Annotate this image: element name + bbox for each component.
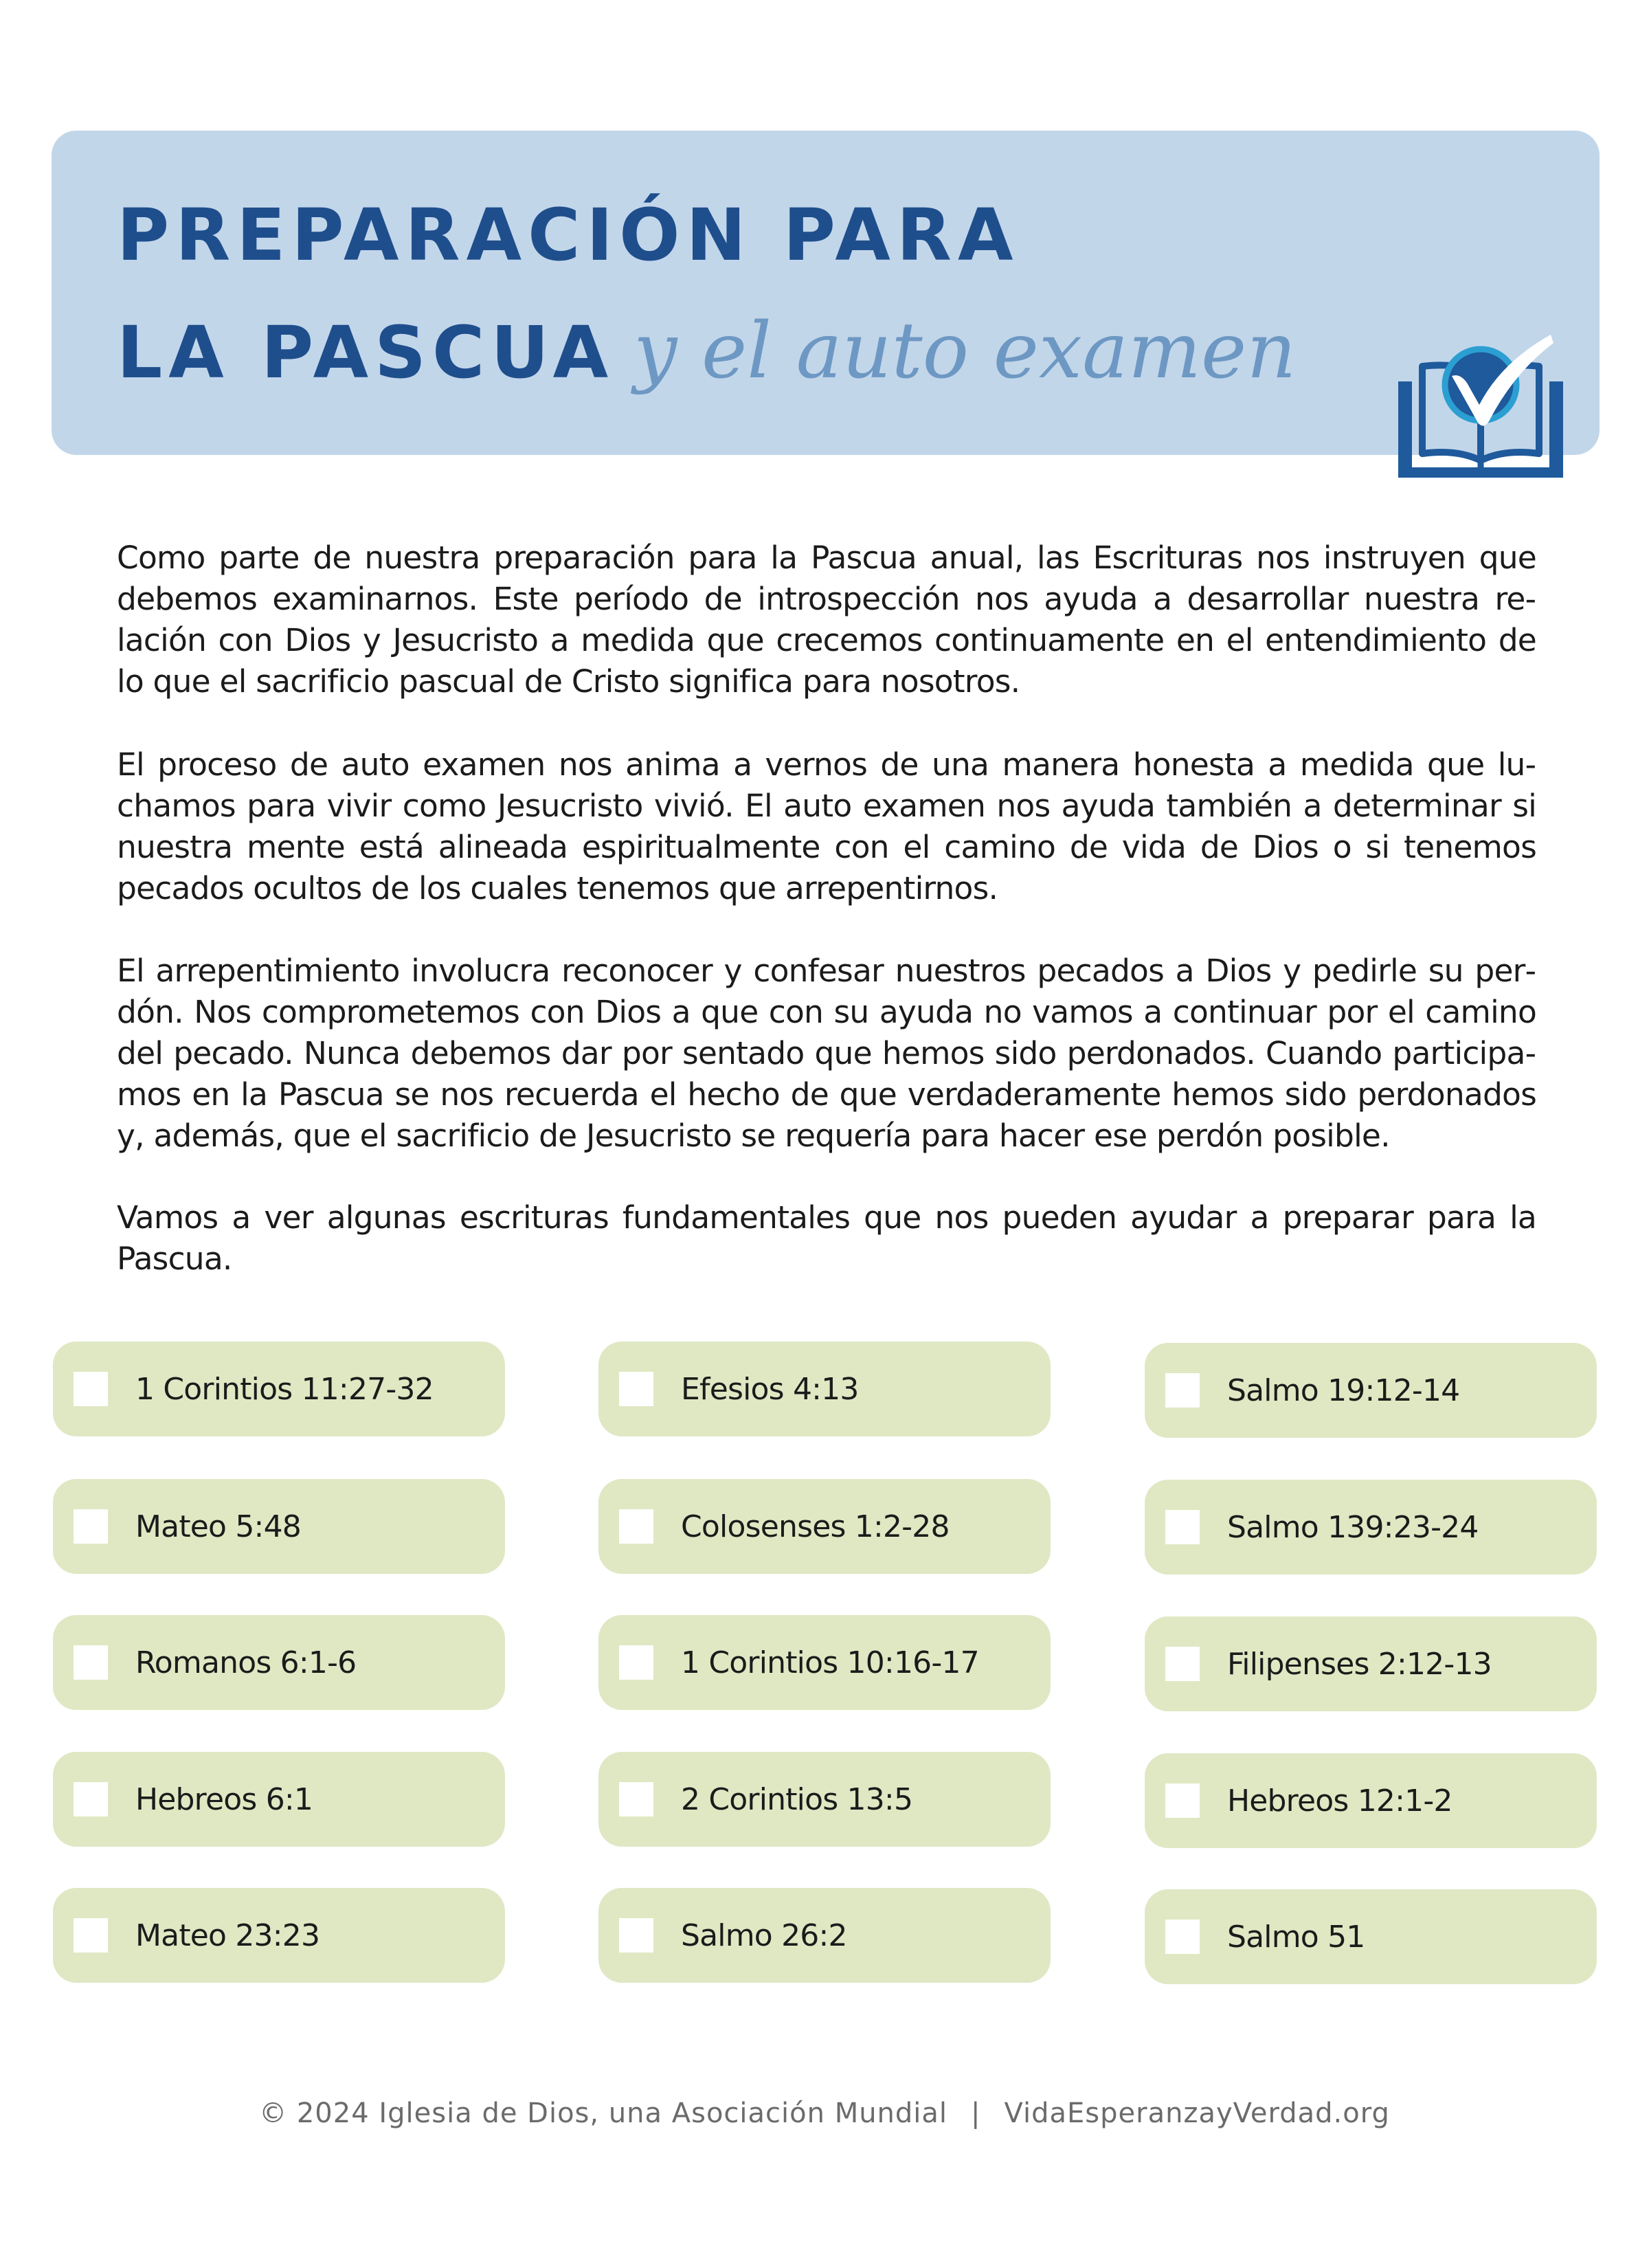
checkbox[interactable] [1165, 1373, 1200, 1408]
scripture-reference: Hebreos 6:1 [135, 1781, 313, 1817]
scriptures-intro-paragraph: Vamos a ver algunas escrituras fundamentales que nos pueden ayudar a preparar para la Pascua. [117, 1199, 1536, 1277]
scripture-reference: 1 Corintios 10:16-17 [681, 1645, 979, 1680]
scripture-reference: Mateo 23:23 [135, 1917, 320, 1953]
checkbox[interactable] [1165, 1783, 1200, 1818]
checklist-item[interactable] [1145, 1753, 1597, 1848]
checklist-item[interactable] [598, 1615, 1051, 1710]
checklist-item[interactable] [53, 1615, 505, 1710]
book-checkmark-icon [1391, 320, 1570, 491]
checklist-item[interactable] [1145, 1343, 1597, 1438]
checkbox[interactable] [74, 1918, 108, 1953]
scripture-reference: Salmo 139:23-24 [1227, 1509, 1479, 1545]
subtitle: y el auto examen [633, 307, 1297, 396]
scripture-reference: Salmo 26:2 [681, 1917, 847, 1953]
checklist-item[interactable] [53, 1888, 505, 1983]
checklist-item[interactable] [1145, 1616, 1597, 1711]
footer-separator: | [971, 2098, 981, 2129]
checklist-item[interactable] [598, 1479, 1051, 1574]
checkbox[interactable] [74, 1645, 108, 1680]
checklist-item[interactable] [1145, 1480, 1597, 1575]
scripture-reference: 2 Corintios 13:5 [681, 1781, 913, 1817]
footer [0, 2098, 1649, 2129]
checklist-item[interactable] [598, 1752, 1051, 1847]
checkbox[interactable] [74, 1509, 108, 1544]
checkbox[interactable] [619, 1645, 653, 1680]
scripture-reference: Colosenses 1:2-28 [681, 1509, 950, 1544]
repentance-paragraph: El arrepentimiento involucra reconocer y confesar nuestros pecados a Dios y pedirle su perdón. Nos comprometemos con Dios a que con su ayuda no vamos a continuar por el camino del pecado. Nunca debemos dar por sentado que hemos sido perdonados. Cuando participamos en la Pascua se nos recuerda el hecho de que verdaderamente hemos sido perdonados y, además, que el sacrificio de Jesucristo se requería para hacer ese perdón posible. [117, 953, 1536, 1154]
checkbox[interactable] [619, 1782, 653, 1816]
checkbox[interactable] [74, 1372, 108, 1406]
checkbox[interactable] [1165, 1920, 1200, 1954]
checkbox[interactable] [1165, 1647, 1200, 1681]
scripture-reference: Romanos 6:1-6 [135, 1645, 357, 1680]
checklist-item[interactable] [598, 1888, 1051, 1983]
checkbox[interactable] [619, 1509, 653, 1544]
checklist-item[interactable] [53, 1342, 505, 1436]
title-line-1: PREPARACIÓN PARA [117, 193, 1020, 277]
website-link[interactable]: VidaEsperanzayVerdad.org [1004, 2098, 1390, 2129]
scripture-reference: Salmo 19:12-14 [1227, 1372, 1460, 1408]
title-line-2 [117, 307, 1297, 396]
checklist-item[interactable] [598, 1342, 1051, 1436]
intro-paragraph: Como parte de nuestra preparación para la Pascua anual, las Escrituras nos instruyen que debemos examinarnos. Este período de introspección nos ayuda a desarrollar nuestra relación con Dios y Jesucristo a medida que crecemos continuamente en el entendimiento de lo que el sacrificio pascual de Cristo significa para nosotros. [117, 540, 1536, 700]
title-line-2-text: LA PASCUA [117, 311, 615, 394]
header-banner [52, 131, 1600, 455]
scripture-reference: 1 Corintios 11:27-32 [135, 1371, 434, 1407]
checkbox[interactable] [74, 1782, 108, 1816]
checklist-item[interactable] [53, 1752, 505, 1847]
checklist-item[interactable] [53, 1479, 505, 1574]
scripture-reference: Mateo 5:48 [135, 1509, 301, 1544]
checkbox[interactable] [1165, 1510, 1200, 1544]
copyright-text: © 2024 Iglesia de Dios, una Asociación Mundial [259, 2098, 948, 2129]
scripture-reference: Efesios 4:13 [681, 1371, 859, 1407]
self-examination-paragraph: El proceso de auto examen nos anima a vernos de una manera honesta a medida que luchamos para vivir como Jesucristo vivió. El auto examen nos ayuda también a determinar si nuestra mente está alineada espiritualmente con el camino de vida de Dios o si tenemos pecados ocultos de los cuales tenemos que arrepentirnos. [117, 746, 1536, 907]
checklist-item[interactable] [1145, 1889, 1597, 1984]
scripture-reference: Salmo 51 [1227, 1919, 1365, 1955]
scripture-reference: Filipenses 2:12-13 [1227, 1646, 1492, 1682]
scripture-reference: Hebreos 12:1-2 [1227, 1783, 1452, 1819]
checkbox[interactable] [619, 1372, 653, 1406]
checkbox[interactable] [619, 1918, 653, 1953]
